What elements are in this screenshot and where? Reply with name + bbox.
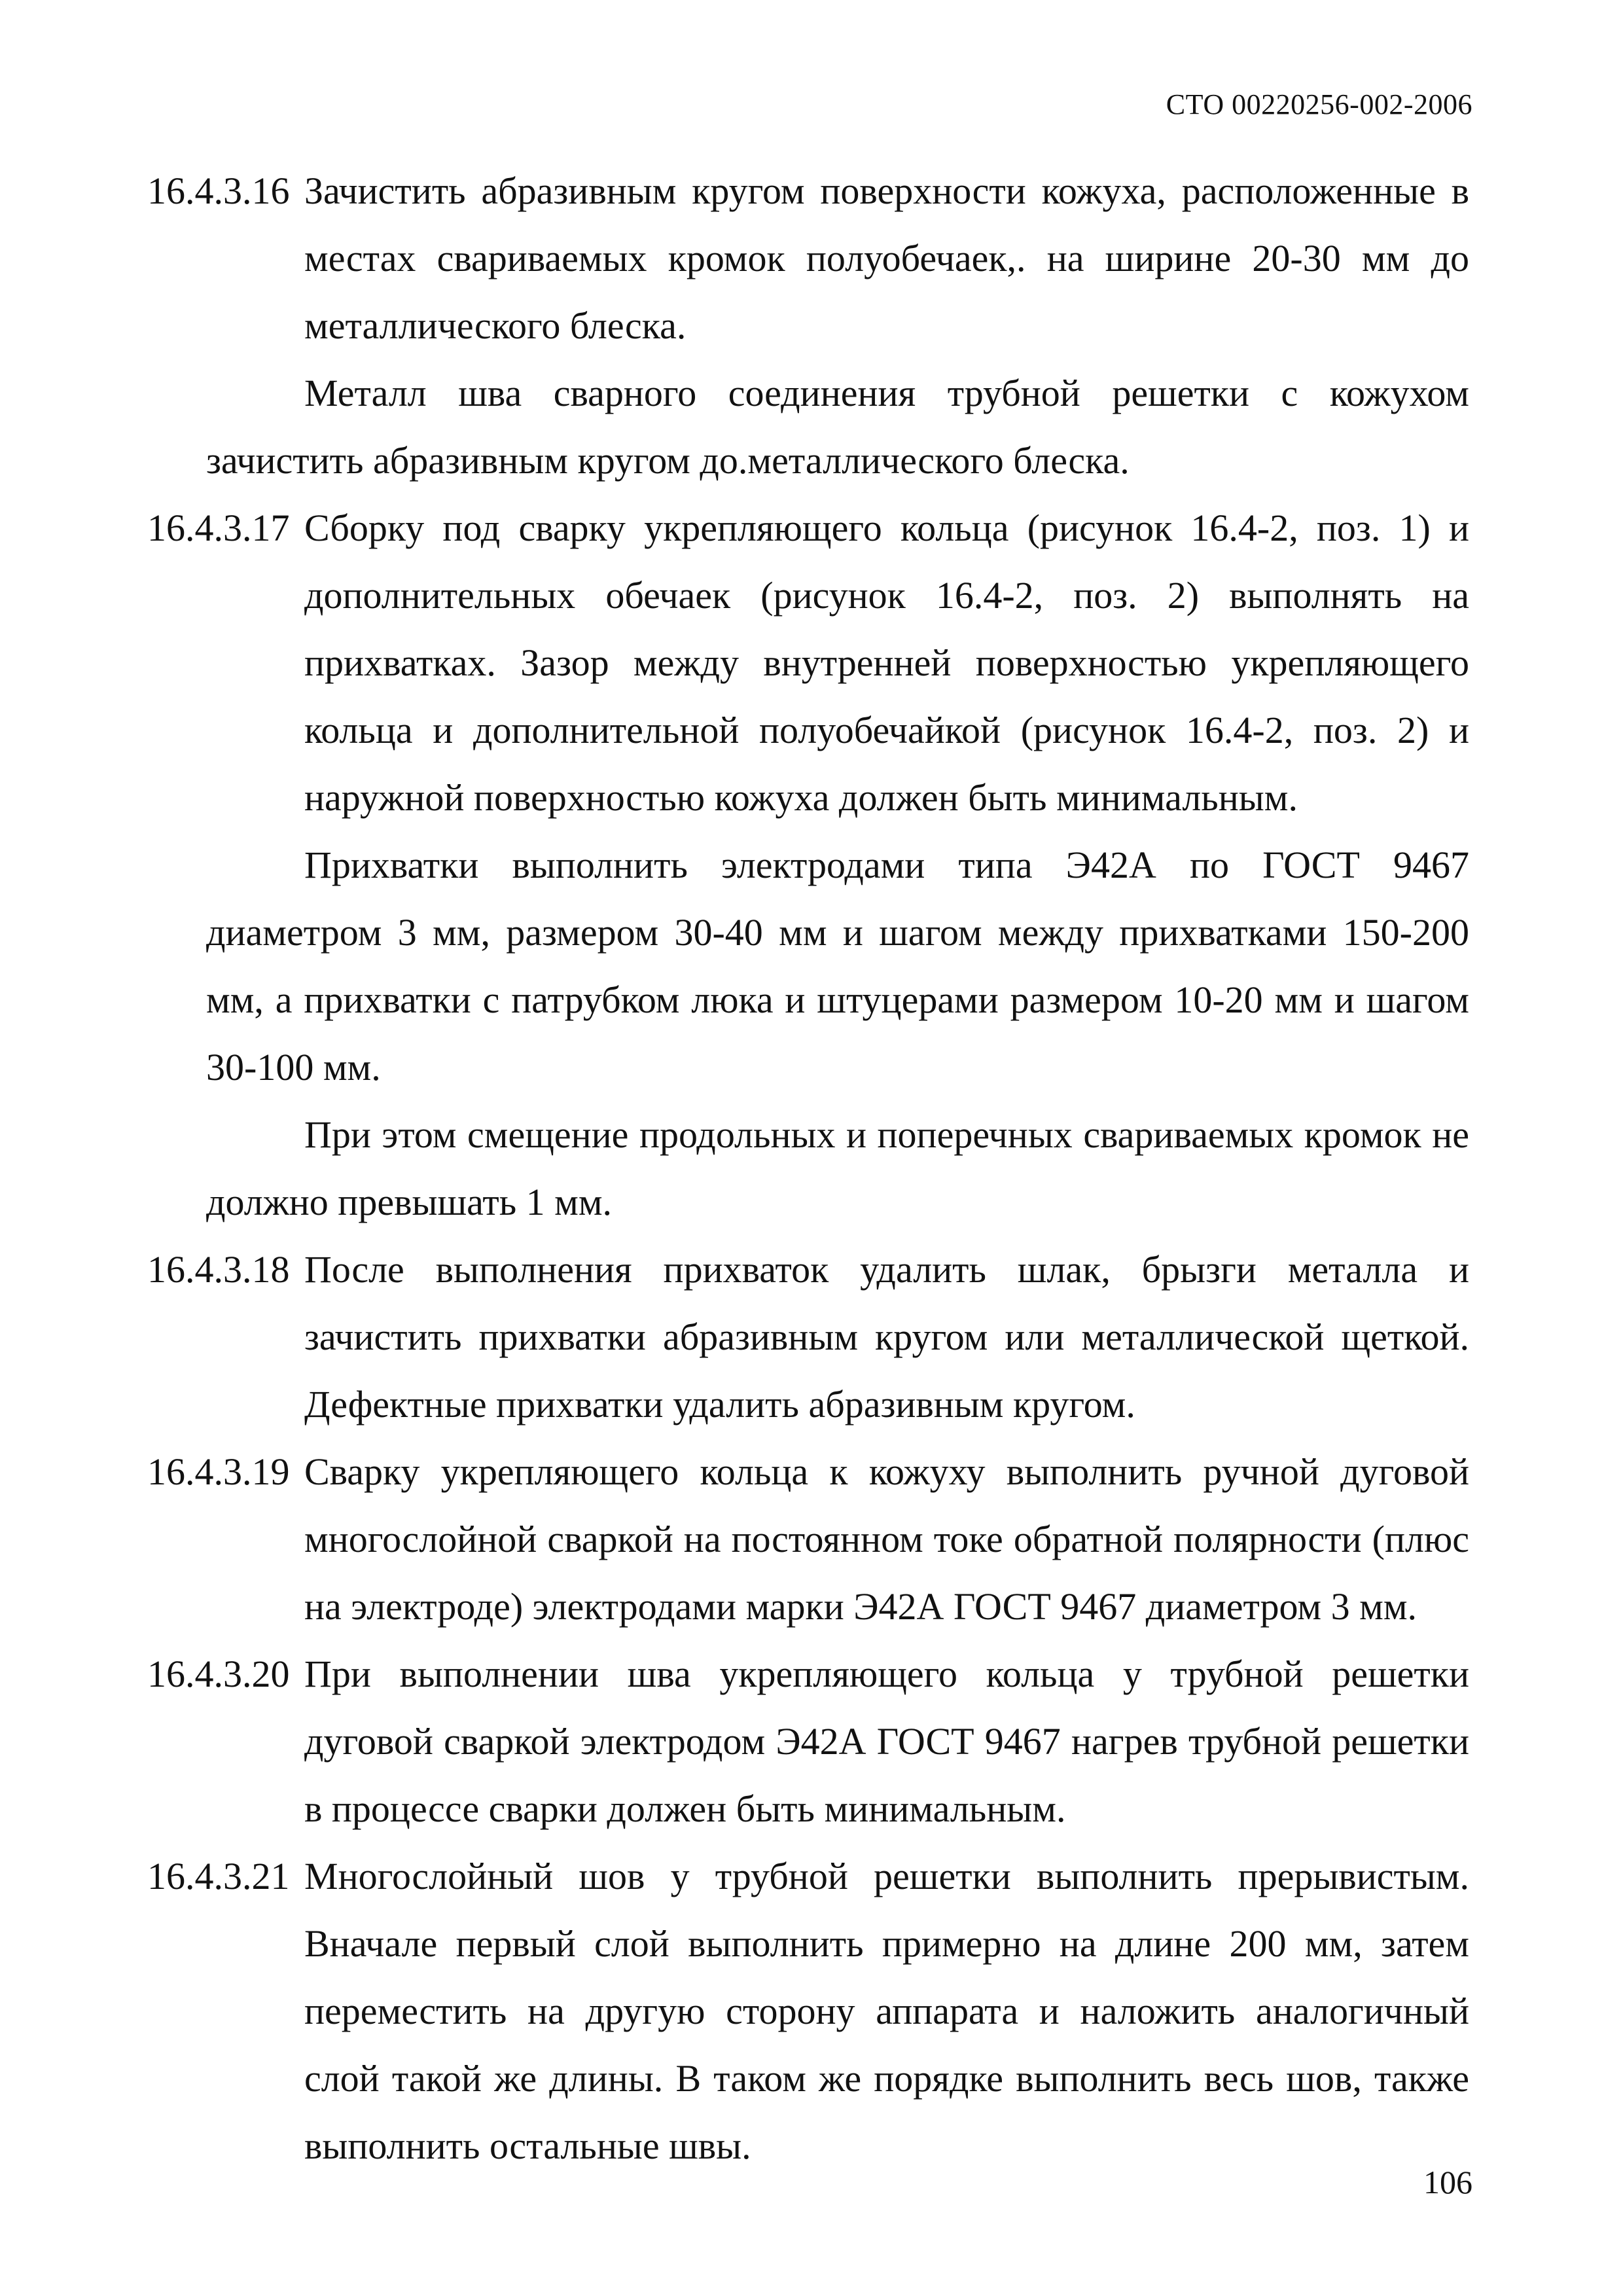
- clause-number: 16.4.3.20: [147, 1653, 290, 1695]
- clause-number: 16.4.3.19: [147, 1450, 290, 1493]
- clause-text: Зачистить абразивным кругом поверхности кожуха, расположенные в местах свариваемых кромок полуобечаек,. на ширине 20-30 мм до металлического блеска.: [304, 170, 1469, 347]
- document-code: СТО 00220256-002-2006: [1166, 88, 1472, 120]
- clause-16-4-3-20: [147, 1640, 1469, 1842]
- clause-text: Сварку укрепляющего кольца к кожуху выполнить ручной дуговой многослойной сваркой на постоянном токе обратной полярности (плюс на электроде) электродами марки Э42А ГОСТ 9467 диаметром 3 мм.: [304, 1450, 1469, 1628]
- clause-text: При выполнении шва укрепляющего кольца у трубной решетки дуговой сваркой электродом Э42А ГОСТ 9467 нагрев трубной решетки в процессе сварки должен быть минимальным.: [304, 1653, 1469, 1830]
- document-body: [147, 157, 1469, 2179]
- clause-paragraph: Металл шва сварного соединения трубной решетки с кожухом зачистить абразивным кругом до.металлического блеска.: [206, 372, 1469, 482]
- clause-16-4-3-16: [147, 157, 1469, 359]
- clause-16-4-3-21: [147, 1842, 1469, 2179]
- clause-number: 16.4.3.16: [147, 170, 290, 212]
- clause-text: Многослойный шов у трубной решетки выполнить прерывистым. Вначале первый слой выполнить примерно на длине 200 мм, затем переместить на другую сторону аппарата и наложить аналогичный слой такой же длины. В таком же порядке выполнить весь шов, также выполнить остальные швы.: [304, 1855, 1469, 2167]
- clause-paragraph: При этом смещение продольных и поперечных свариваемых кромок не должно превышать 1 мм.: [206, 1113, 1469, 1223]
- clause-number: 16.4.3.21: [147, 1855, 290, 1897]
- clause-16-4-3-18: [147, 1236, 1469, 1438]
- clause-16-4-3-19: [147, 1438, 1469, 1640]
- page-number: 106: [1423, 2164, 1472, 2200]
- clause-16-4-3-17: [147, 494, 1469, 831]
- clause-number: 16.4.3.18: [147, 1248, 290, 1291]
- clause-text: После выполнения прихваток удалить шлак, брызги металла и зачистить прихватки абразивным кругом или металлической щеткой. Дефектные прихватки удалить абразивным кругом.: [304, 1248, 1469, 1426]
- clause-paragraph: Прихватки выполнить электродами типа Э42А по ГОСТ 9467 диаметром 3 мм, размером 30-40 мм и шагом между прихватками 150-200 мм, а прихватки с патрубком люка и штуцерами размером 10-20 мм и шагом 30-100 мм.: [206, 844, 1469, 1088]
- clause-text: Сборку под сварку укрепляющего кольца (рисунок 16.4-2, поз. 1) и дополнительных обечаек (рисунок 16.4-2, поз. 2) выполнять на прихватках. Зазор между внутренней поверхностью укрепляющего кольца и дополнительной полуобечайкой (рисунок 16.4-2, поз. 2) и наружной поверхностью кожуха должен быть минимальным.: [304, 507, 1469, 819]
- clause-number: 16.4.3.17: [147, 507, 290, 549]
